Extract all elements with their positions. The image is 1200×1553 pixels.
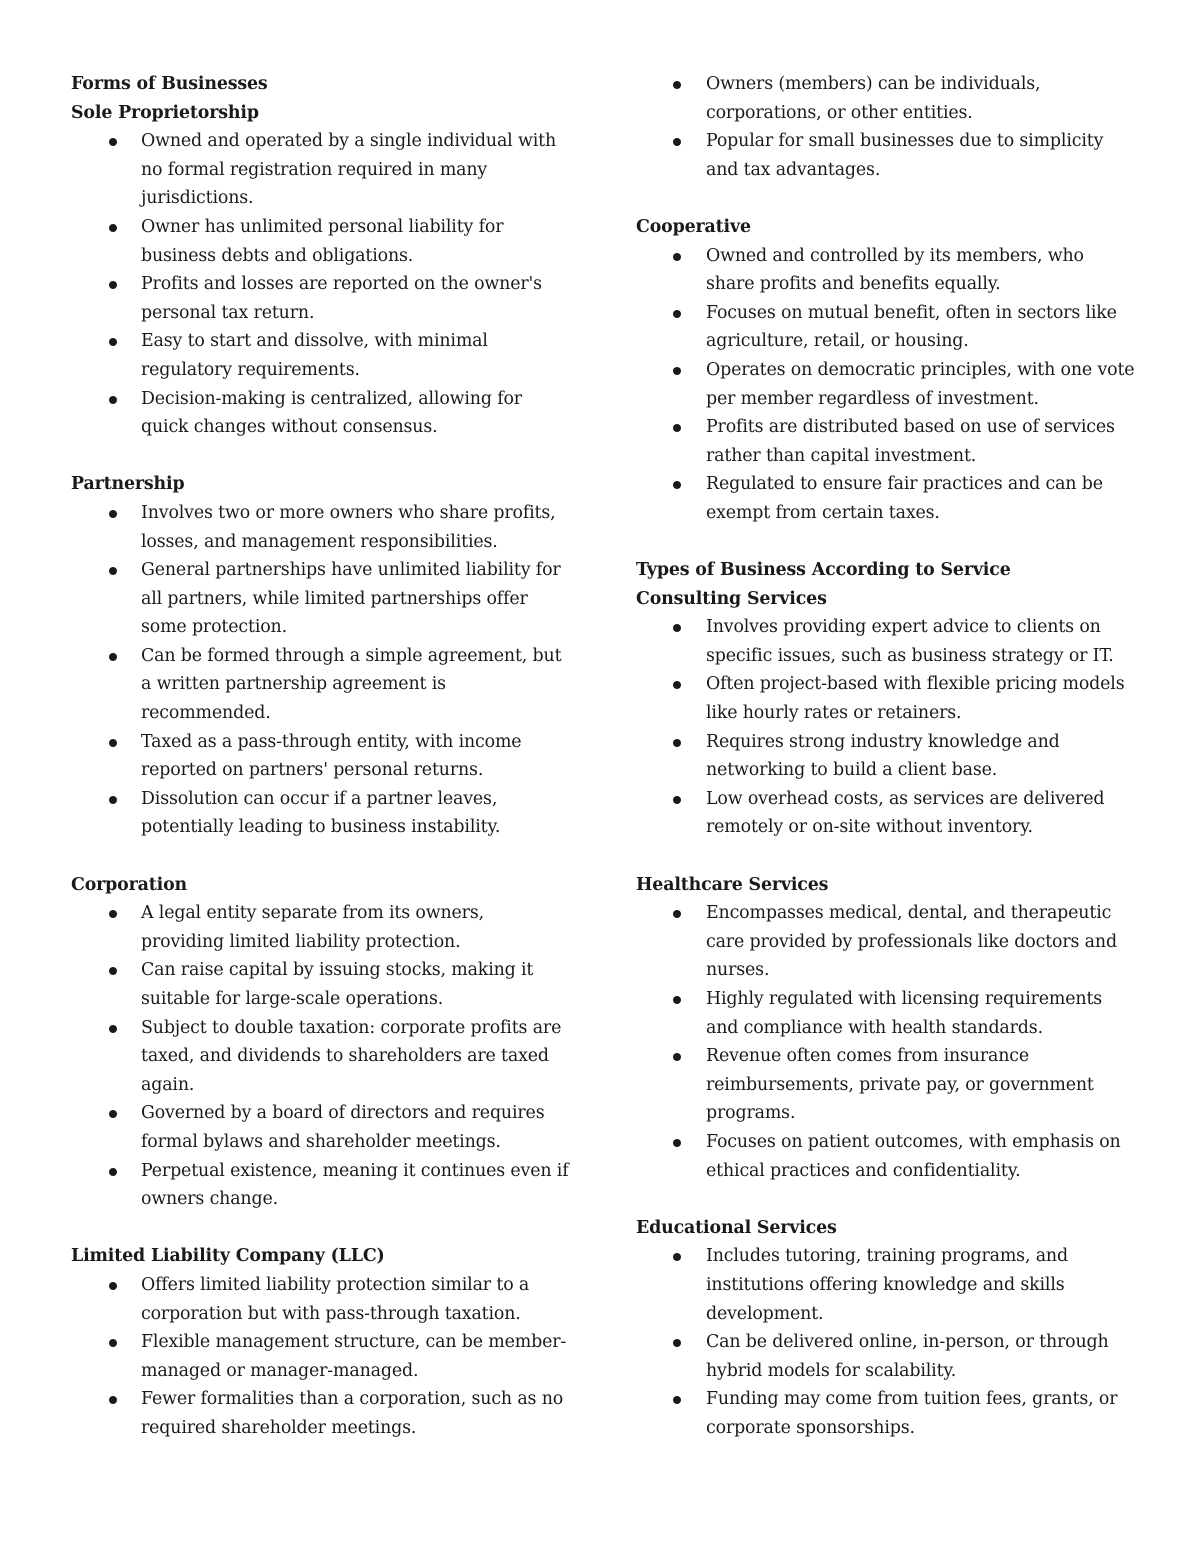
list-item: Dissolution can occur if a partner leaves, potentially leading to business instability.: [71, 785, 571, 842]
list-item: Can be formed through a simple agreement, but a written partnership agreement is recommended.: [71, 642, 571, 728]
list-item: Involves two or more owners who share profits, losses, and management responsibilities.: [71, 499, 571, 556]
left-column: [71, 70, 571, 1443]
page-subtitle: Types of Business According to Service: [636, 560, 1011, 581]
list-item: Can be delivered online, in-person, or through hybrid models for scalability.: [636, 1328, 1136, 1385]
section-heading: Cooperative: [636, 216, 751, 237]
bullet-list: [636, 899, 1136, 1185]
section-cooperative: [636, 213, 1136, 528]
list-item: Perpetual existence, meaning it continues even if owners change.: [71, 1157, 571, 1214]
list-item: Revenue often comes from insurance reimbursements, private pay, or government programs.: [636, 1042, 1136, 1128]
list-item: Subject to double taxation: corporate profits are taxed, and dividends to shareholders are taxed again.: [71, 1014, 571, 1100]
list-item: Includes tutoring, training programs, and institutions offering knowledge and skills development.: [636, 1242, 1136, 1328]
section-heading: Sole Proprietorship: [71, 102, 259, 123]
bullet-list: [636, 613, 1136, 842]
bullet-list: [636, 1242, 1136, 1442]
section-healthcare-services: [636, 871, 1136, 1186]
section-heading: Limited Liability Company (LLC): [71, 1246, 385, 1267]
list-item: General partnerships have unlimited liability for all partners, while limited partnerships offer some protection.: [71, 556, 571, 642]
bullet-list: [71, 1271, 571, 1443]
list-item: Often project-based with flexible pricing models like hourly rates or retainers.: [636, 670, 1136, 727]
bullet-list: [636, 70, 1136, 184]
list-item: Regulated to ensure fair practices and can be exempt from certain taxes.: [636, 470, 1136, 527]
list-item: Profits are distributed based on use of services rather than capital investment.: [636, 413, 1136, 470]
bullet-list: [636, 242, 1136, 528]
bullet-list: [71, 127, 571, 442]
list-item: Fewer formalities than a corporation, such as no required shareholder meetings.: [71, 1385, 571, 1442]
list-item: Easy to start and dissolve, with minimal regulatory requirements.: [71, 327, 571, 384]
section-llc: [71, 1242, 571, 1442]
section-heading: Consulting Services: [636, 588, 827, 609]
list-item: Focuses on patient outcomes, with emphasis on ethical practices and confidentiality.: [636, 1128, 1136, 1185]
list-item: Involves providing expert advice to clients on specific issues, such as business strategy or IT.: [636, 613, 1136, 670]
list-item: Low overhead costs, as services are delivered remotely or on-site without inventory.: [636, 785, 1136, 842]
bullet-list: [71, 499, 571, 842]
list-item: Owned and controlled by its members, who share profits and benefits equally.: [636, 242, 1136, 299]
page-title: Forms of Businesses: [71, 74, 268, 94]
section-consulting-services: [636, 556, 1136, 842]
list-item: Offers limited liability protection similar to a corporation but with pass-through taxation.: [71, 1271, 571, 1328]
list-item: Owned and operated by a single individual with no formal registration required in many jurisdictions.: [71, 127, 571, 213]
section-heading: Healthcare Services: [636, 874, 829, 895]
section-partnership: [71, 470, 571, 842]
list-item: Focuses on mutual benefit, often in sectors like agriculture, retail, or housing.: [636, 299, 1136, 356]
list-item: Governed by a board of directors and requires formal bylaws and shareholder meetings.: [71, 1099, 571, 1156]
list-item: Profits and losses are reported on the owner's personal tax return.: [71, 270, 571, 327]
section-corporation: [71, 871, 571, 1214]
list-item: Operates on democratic principles, with one vote per member regardless of investment.: [636, 356, 1136, 413]
list-item: Popular for small businesses due to simplicity and tax advantages.: [636, 127, 1136, 184]
list-item: Funding may come from tuition fees, grants, or corporate sponsorships.: [636, 1385, 1136, 1442]
right-column: [636, 70, 1136, 1443]
list-item: Flexible management structure, can be member-managed or manager-managed.: [71, 1328, 571, 1385]
bullet-list: [71, 899, 571, 1214]
section-heading: Corporation: [71, 874, 188, 895]
section-llc-continued: [636, 70, 1136, 184]
section-heading: Partnership: [71, 474, 185, 495]
list-item: Highly regulated with licensing requirements and compliance with health standards.: [636, 985, 1136, 1042]
list-item: Owner has unlimited personal liability for business debts and obligations.: [71, 213, 571, 270]
list-item: Decision-making is centralized, allowing for quick changes without consensus.: [71, 385, 571, 442]
list-item: Requires strong industry knowledge and networking to build a client base.: [636, 728, 1136, 785]
list-item: Encompasses medical, dental, and therapeutic care provided by professionals like doctors and nurses.: [636, 899, 1136, 985]
list-item: Taxed as a pass-through entity, with income reported on partners' personal returns.: [71, 728, 571, 785]
section-heading: Educational Services: [636, 1217, 837, 1238]
list-item: Owners (members) can be individuals, corporations, or other entities.: [636, 70, 1136, 127]
list-item: Can raise capital by issuing stocks, making it suitable for large-scale operations.: [71, 956, 571, 1013]
section-educational-services: [636, 1214, 1136, 1443]
list-item: A legal entity separate from its owners, providing limited liability protection.: [71, 899, 571, 956]
section-sole-proprietorship: [71, 70, 571, 442]
